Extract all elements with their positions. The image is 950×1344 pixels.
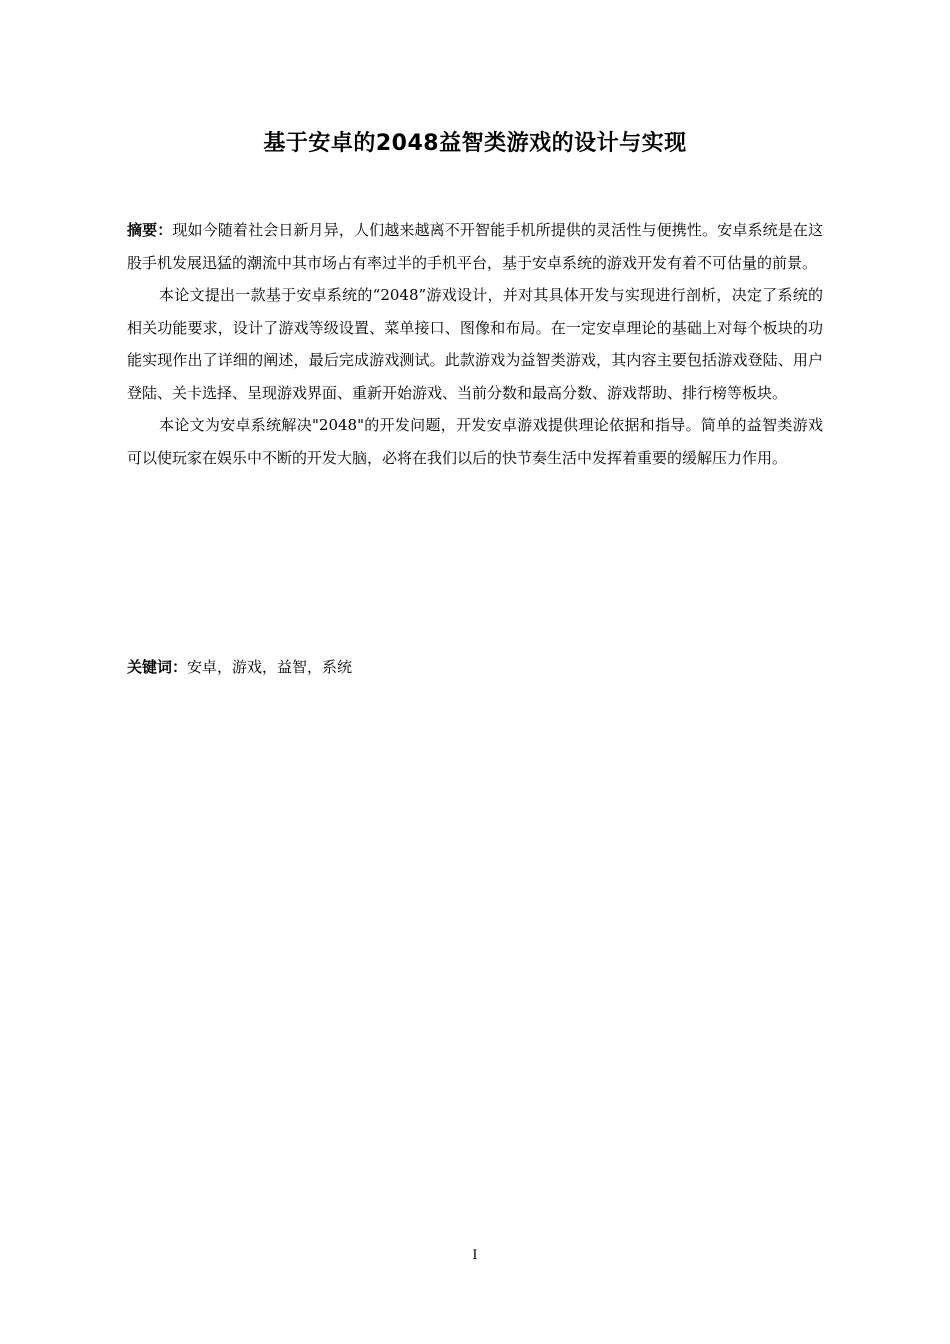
abstract-paragraph-1-text: 现如今随着社会日新月异，人们越来越离不开智能手机所提供的灵活性与便携性。安卓系统是在这股手机发展迅猛的潮流中其市场占有率过半的手机平台，基于安卓系统的游戏开发有着不可估量的前景。 xyxy=(127,221,823,272)
abstract-label: 摘要： xyxy=(127,221,173,239)
abstract-paragraph-1 xyxy=(127,214,823,279)
keywords-line xyxy=(127,651,823,683)
abstract-paragraph-3: 本论文为安卓系统解决"2048"的开发问题，开发安卓游戏提供理论依据和指导。简单的益智类游戏可以使玩家在娱乐中不断的开发大脑，必将在我们以后的快节奏生活中发挥着重要的缓解压力作用。 xyxy=(127,416,823,467)
keywords-label: 关键词： xyxy=(127,658,188,676)
page-number: I xyxy=(472,1248,478,1263)
abstract-section xyxy=(127,214,823,474)
paper-title: 基于安卓的2048益智类游戏的设计与实现 xyxy=(263,131,687,156)
abstract-paragraph-2: 本论文提出一款基于安卓系统的“2048”游戏设计，并对其具体开发与实现进行剖析，决定了系统的相关功能要求，设计了游戏等级设置、菜单接口、图像和布局。在一定安卓理论的基础上对每个板块的功能实现作出了详细的阐述，最后完成游戏测试。此款游戏为益智类游戏，其内容主要包括游戏登陆、用户登陆、关卡选择、呈现游戏界面、重新开始游戏、当前分数和最高分数、游戏帮助、排行榜等板块。 xyxy=(127,286,823,402)
keywords-text: 安卓，游戏，益智，系统 xyxy=(187,658,353,676)
